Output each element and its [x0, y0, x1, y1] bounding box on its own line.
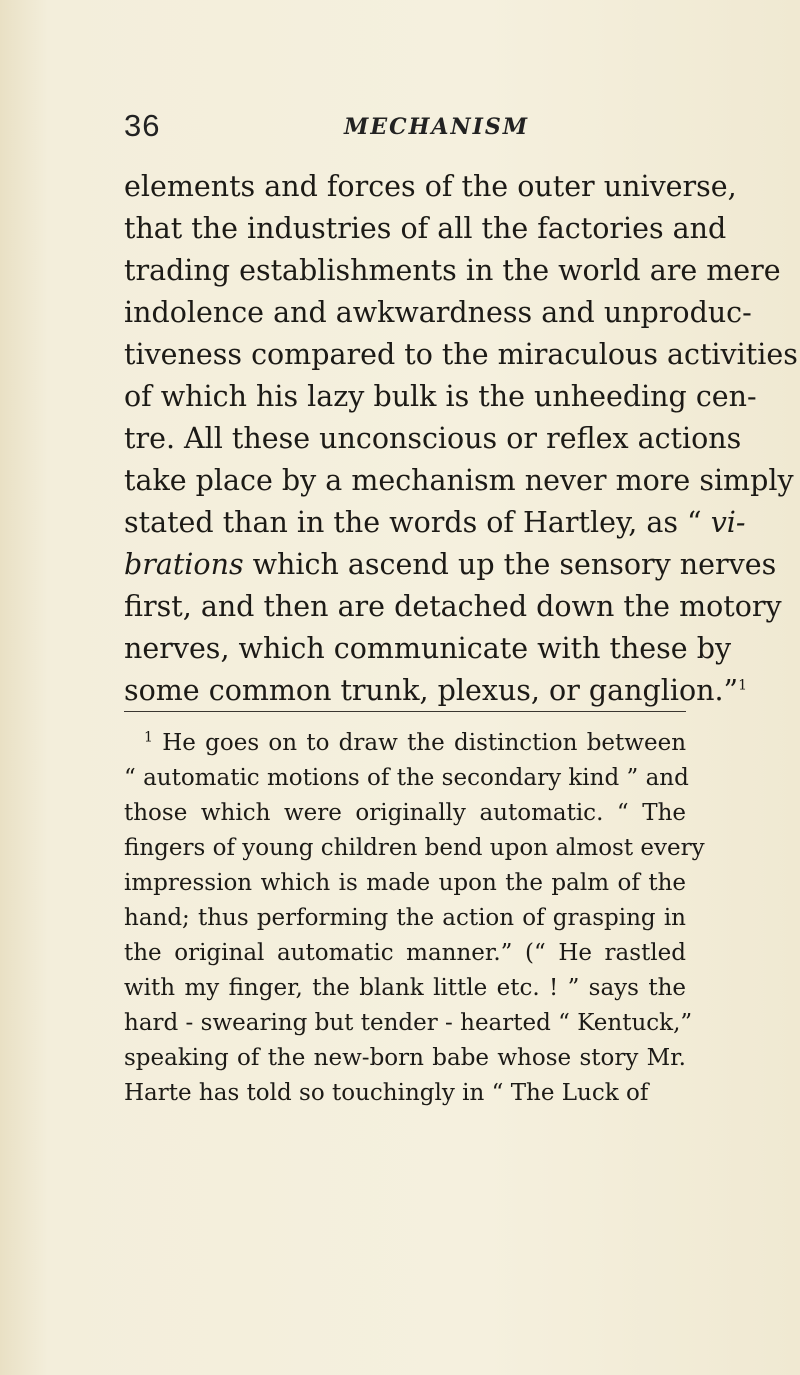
text-line: tiveness compared to the miraculous activities: [124, 338, 798, 371]
text-line: trading establishments in the world are mere: [124, 254, 781, 287]
page-header: [124, 108, 684, 148]
footnote-line: hand; thus performing the action of grasping in: [124, 905, 686, 931]
text-line: elements and forces of the outer universe,: [124, 170, 737, 203]
page-number: 36: [124, 108, 161, 143]
footnote-line: Harte has told so touchingly in “ The Luck of: [124, 1080, 649, 1106]
footnote-line: with my finger, the blank little etc. ! ” says the: [124, 975, 686, 1001]
footnote-divider: [124, 711, 686, 712]
text-line-prefix: stated than in the words of Hartley, as “: [124, 506, 711, 539]
footnote-marker: 1: [144, 729, 153, 746]
footnote-reference: 1: [738, 677, 748, 694]
text-line: that the industries of all the factories and: [124, 212, 727, 245]
text-line: of which his lazy bulk is the unheeding cen-: [124, 380, 757, 413]
footnote-line: “ automatic motions of the secondary kind ” and: [124, 765, 689, 791]
text-line-rest: which ascend up the sensory nerves: [243, 548, 777, 581]
footnote-line: [124, 726, 686, 761]
main-text: [124, 166, 798, 712]
footnote-line: impression which is made upon the palm of the: [124, 870, 686, 896]
text-line: tre. All these unconscious or reflex actions: [124, 422, 742, 455]
footnote-line-text: He goes on to draw the distinction between: [162, 730, 687, 756]
text-line: [124, 670, 748, 712]
running-head: MECHANISM: [344, 114, 530, 140]
footnote-line: those which were originally automatic. “ The: [124, 800, 686, 826]
text-line: indolence and awkwardness and unproduc-: [124, 296, 752, 329]
text-line: [124, 502, 746, 544]
text-line: take place by a mechanism never more simply: [124, 464, 794, 497]
footnote-line: hard - swearing but tender - hearted “ Kentuck,”: [124, 1010, 693, 1036]
italic-text: brations: [124, 548, 244, 581]
text-line: first, and then are detached down the motory: [124, 590, 782, 623]
footnote-line: fingers of young children bend upon almost every: [124, 835, 705, 861]
footnote-line: the original automatic manner.” (“ He rastled: [124, 940, 686, 966]
text-line: nerves, which communicate with these by: [124, 632, 732, 665]
footnote: [124, 726, 705, 1111]
text-line: [124, 544, 777, 586]
italic-text: vi-: [710, 506, 746, 539]
text-line-content: some common trunk, plexus, or ganglion.”: [124, 674, 739, 707]
footnote-line: speaking of the new-born babe whose story Mr.: [124, 1045, 686, 1071]
